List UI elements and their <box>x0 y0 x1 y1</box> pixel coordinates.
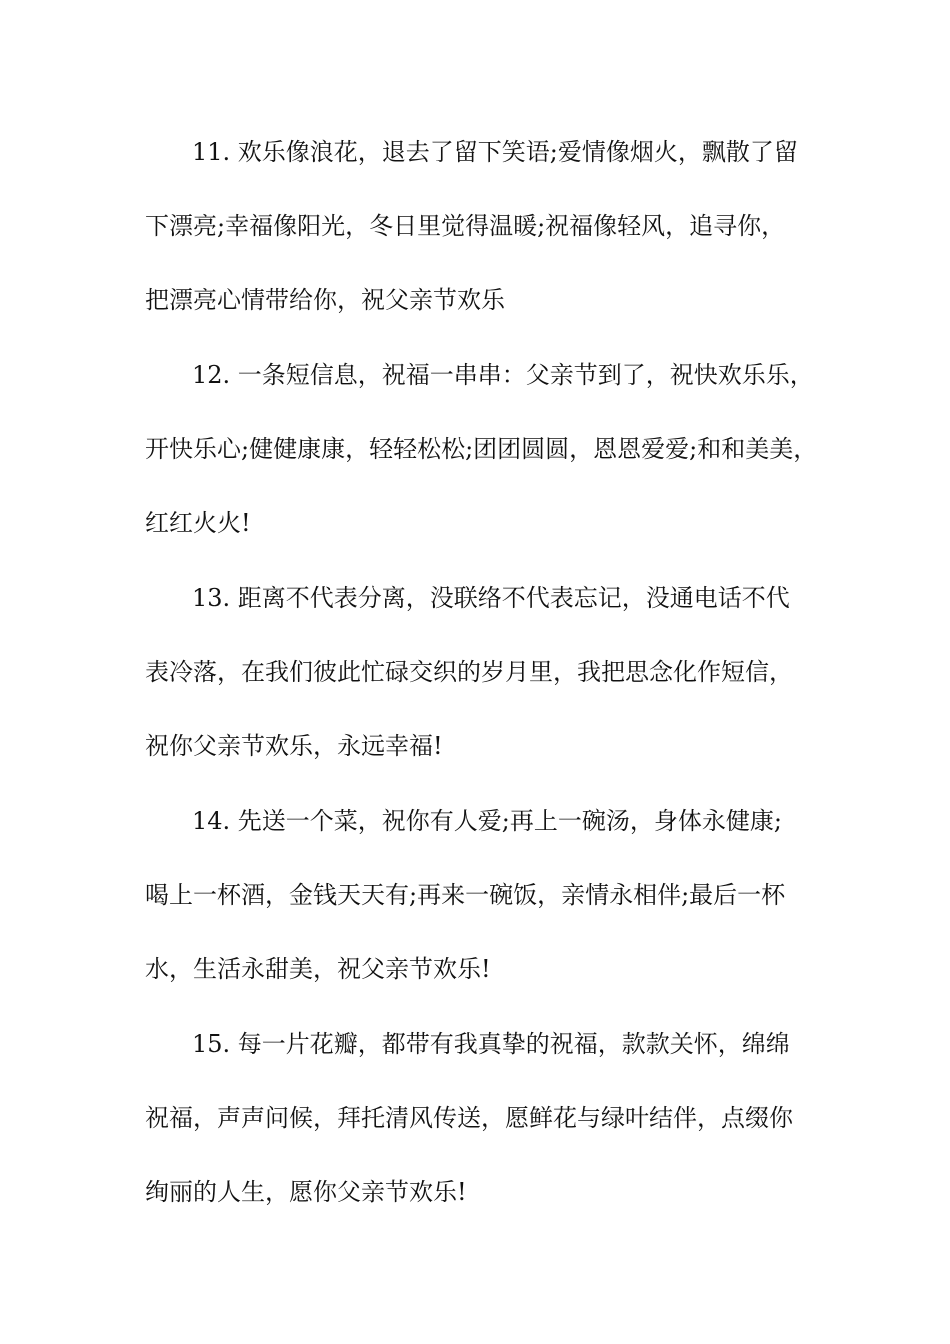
paragraph-11-line-2: 下漂亮;幸福像阳光，冬日里觉得温暖;祝福像轻风，追寻你， <box>145 212 786 240</box>
paragraph-13-line-2: 表冷落，在我们彼此忙碌交织的岁月里，我把思念化作短信， <box>145 658 793 686</box>
paragraph-15-line-2: 祝福，声声问候，拜托清风传送，愿鲜花与绿叶结伴，点缀你 <box>145 1104 793 1132</box>
paragraph-14-line-1: 14. 先送一个菜，祝你有人爱;再上一碗汤，身体永健康; <box>192 807 782 835</box>
paragraph-11-line-3: 把漂亮心情带给你，祝父亲节欢乐 <box>145 286 505 314</box>
paragraph-13-line-3: 祝你父亲节欢乐，永远幸福! <box>145 732 443 760</box>
paragraph-12-line-3: 红红火火! <box>145 509 251 537</box>
paragraph-12-line-2: 开快乐心;健健康康，轻轻松松;团团圆圆，恩恩爱爱;和和美美， <box>145 435 818 463</box>
paragraph-14-line-3: 水，生活永甜美，祝父亲节欢乐! <box>145 955 491 983</box>
paragraph-14-line-2: 喝上一杯酒，金钱天天有;再来一碗饭，亲情永相伴;最后一杯 <box>145 881 786 909</box>
paragraph-15-line-3: 绚丽的人生，愿你父亲节欢乐! <box>145 1178 467 1206</box>
paragraph-11-line-1: 11. 欢乐像浪花，退去了留下笑语;爱情像烟火，飘散了留 <box>192 138 798 166</box>
paragraph-13-line-1: 13. 距离不代表分离，没联络不代表忘记，没通电话不代 <box>192 584 790 612</box>
paragraph-15-line-1: 15. 每一片花瓣，都带有我真挚的祝福，款款关怀，绵绵 <box>192 1030 790 1058</box>
paragraph-12-line-1: 12. 一条短信息，祝福一串串：父亲节到了，祝快欢乐乐， <box>192 361 814 389</box>
